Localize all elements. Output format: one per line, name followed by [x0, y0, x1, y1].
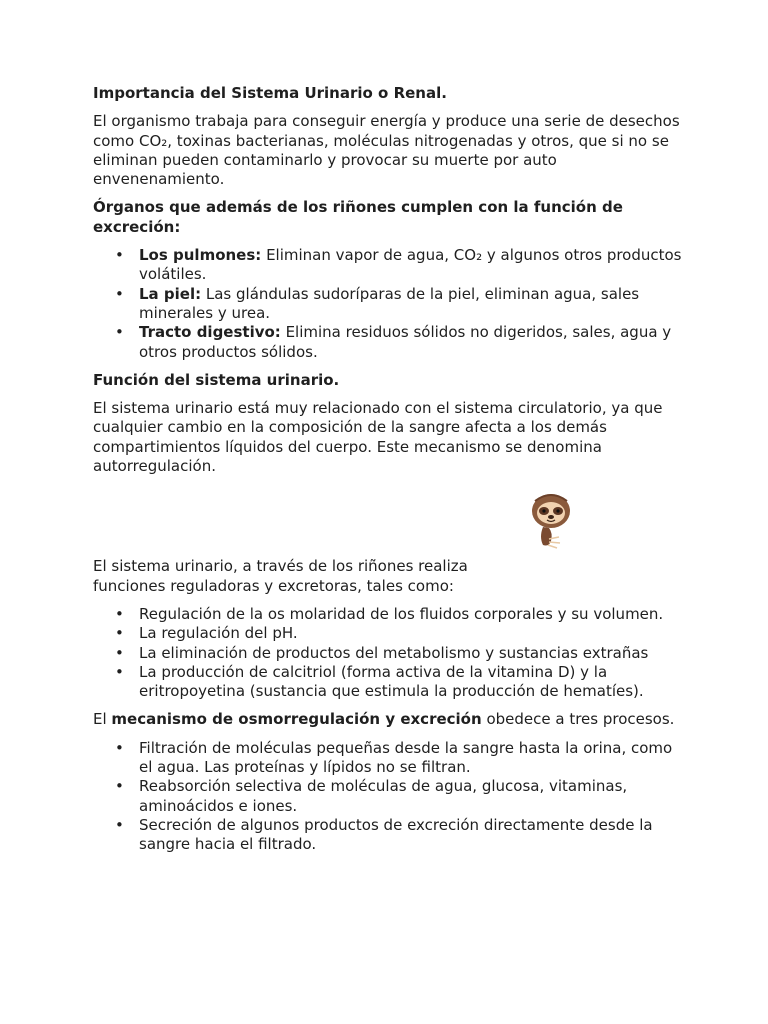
list-item — [93, 777, 683, 816]
list-item — [93, 816, 683, 855]
organ-label: La piel: — [139, 284, 202, 303]
item-text: Reabsorción selectiva de moléculas de agua, glucosa, vitaminas, aminoácidos e iones. — [139, 777, 628, 815]
bullet: • — [115, 604, 124, 623]
list-item — [93, 624, 683, 643]
item-text: La regulación del pH. — [139, 624, 298, 643]
bullet: • — [115, 662, 124, 681]
kidney-functions-list — [93, 605, 683, 701]
processes-list — [93, 739, 683, 855]
organs-list — [93, 246, 683, 362]
sloth-row — [93, 485, 683, 557]
organ-text: Las glándulas sudoríparas de la piel, eliminan agua, sales minerales y urea. — [139, 284, 640, 322]
mechanism-prefix: El — [93, 710, 112, 729]
mechanism-paragraph — [93, 710, 683, 729]
item-text: La producción de calcitriol (forma activa de la vitamina D) y la eritropoyetina (sustancia que estimula la producción de hematíes). — [139, 662, 644, 701]
list-item — [93, 285, 683, 324]
intro-paragraph: El organismo trabaja para conseguir energía y produce una serie de desechos como CO₂, toxinas bacterianas, moléculas nitrogenadas y otros, que si no se eliminan pueden contaminarlo y provocar su muerte por auto envenenamiento. — [93, 112, 680, 189]
list-item — [93, 246, 683, 285]
item-text: Regulación de la os molaridad de los fluidos corporales y su volumen. — [139, 604, 664, 623]
list-item — [93, 605, 683, 624]
mechanism-suffix: obedece a tres procesos. — [481, 710, 675, 729]
bullet: • — [115, 643, 124, 662]
function-heading: Función del sistema urinario. — [93, 370, 340, 389]
bullet: • — [115, 284, 124, 303]
organ-text: Eliminan vapor de agua, CO₂ y algunos otros productos volátiles. — [139, 246, 682, 284]
organ-text: Elimina residuos sólidos no digeridos, sales, agua y otros productos sólidos. — [139, 323, 672, 361]
item-text: La eliminación de productos del metabolismo y sustancias extrañas — [139, 643, 649, 662]
kidneys-intro: El sistema urinario, a través de los riñones realiza funciones reguladoras y excretoras, tales como: — [93, 557, 468, 595]
mechanism-bold: mecanismo de osmorregulación y excreción — [111, 710, 482, 729]
list-item — [93, 739, 683, 778]
document-page — [93, 84, 683, 864]
page-title: Importancia del Sistema Urinario o Renal. — [93, 84, 447, 102]
organ-label: Tracto digestivo: — [139, 323, 281, 342]
item-text: Secreción de algunos productos de excreción directamente desde la sangre hacia el filtrado. — [139, 815, 653, 854]
sloth-icon — [529, 491, 575, 551]
list-item — [93, 323, 683, 362]
bullet: • — [115, 777, 124, 796]
function-paragraph: El sistema urinario está muy relacionado con el sistema circulatorio, ya que cualquier cambio en la composición de la sangre afecta a los demás compartimientos líquidos del cuerpo. Este mecanismo se denomina autorregulación. — [93, 399, 663, 476]
bullet: • — [115, 738, 124, 757]
bullet: • — [115, 323, 124, 342]
list-item — [93, 663, 683, 702]
organs-heading: Órganos que además de los riñones cumplen con la función de excreción: — [93, 198, 623, 236]
bullet: • — [115, 246, 124, 265]
item-text: Filtración de moléculas pequeñas desde la sangre hasta la orina, como el agua. Las proteínas y lípidos no se filtran. — [139, 738, 673, 777]
organ-label: Los pulmones: — [139, 246, 262, 265]
bullet: • — [115, 815, 124, 834]
list-item — [93, 644, 683, 663]
bullet: • — [115, 624, 124, 643]
